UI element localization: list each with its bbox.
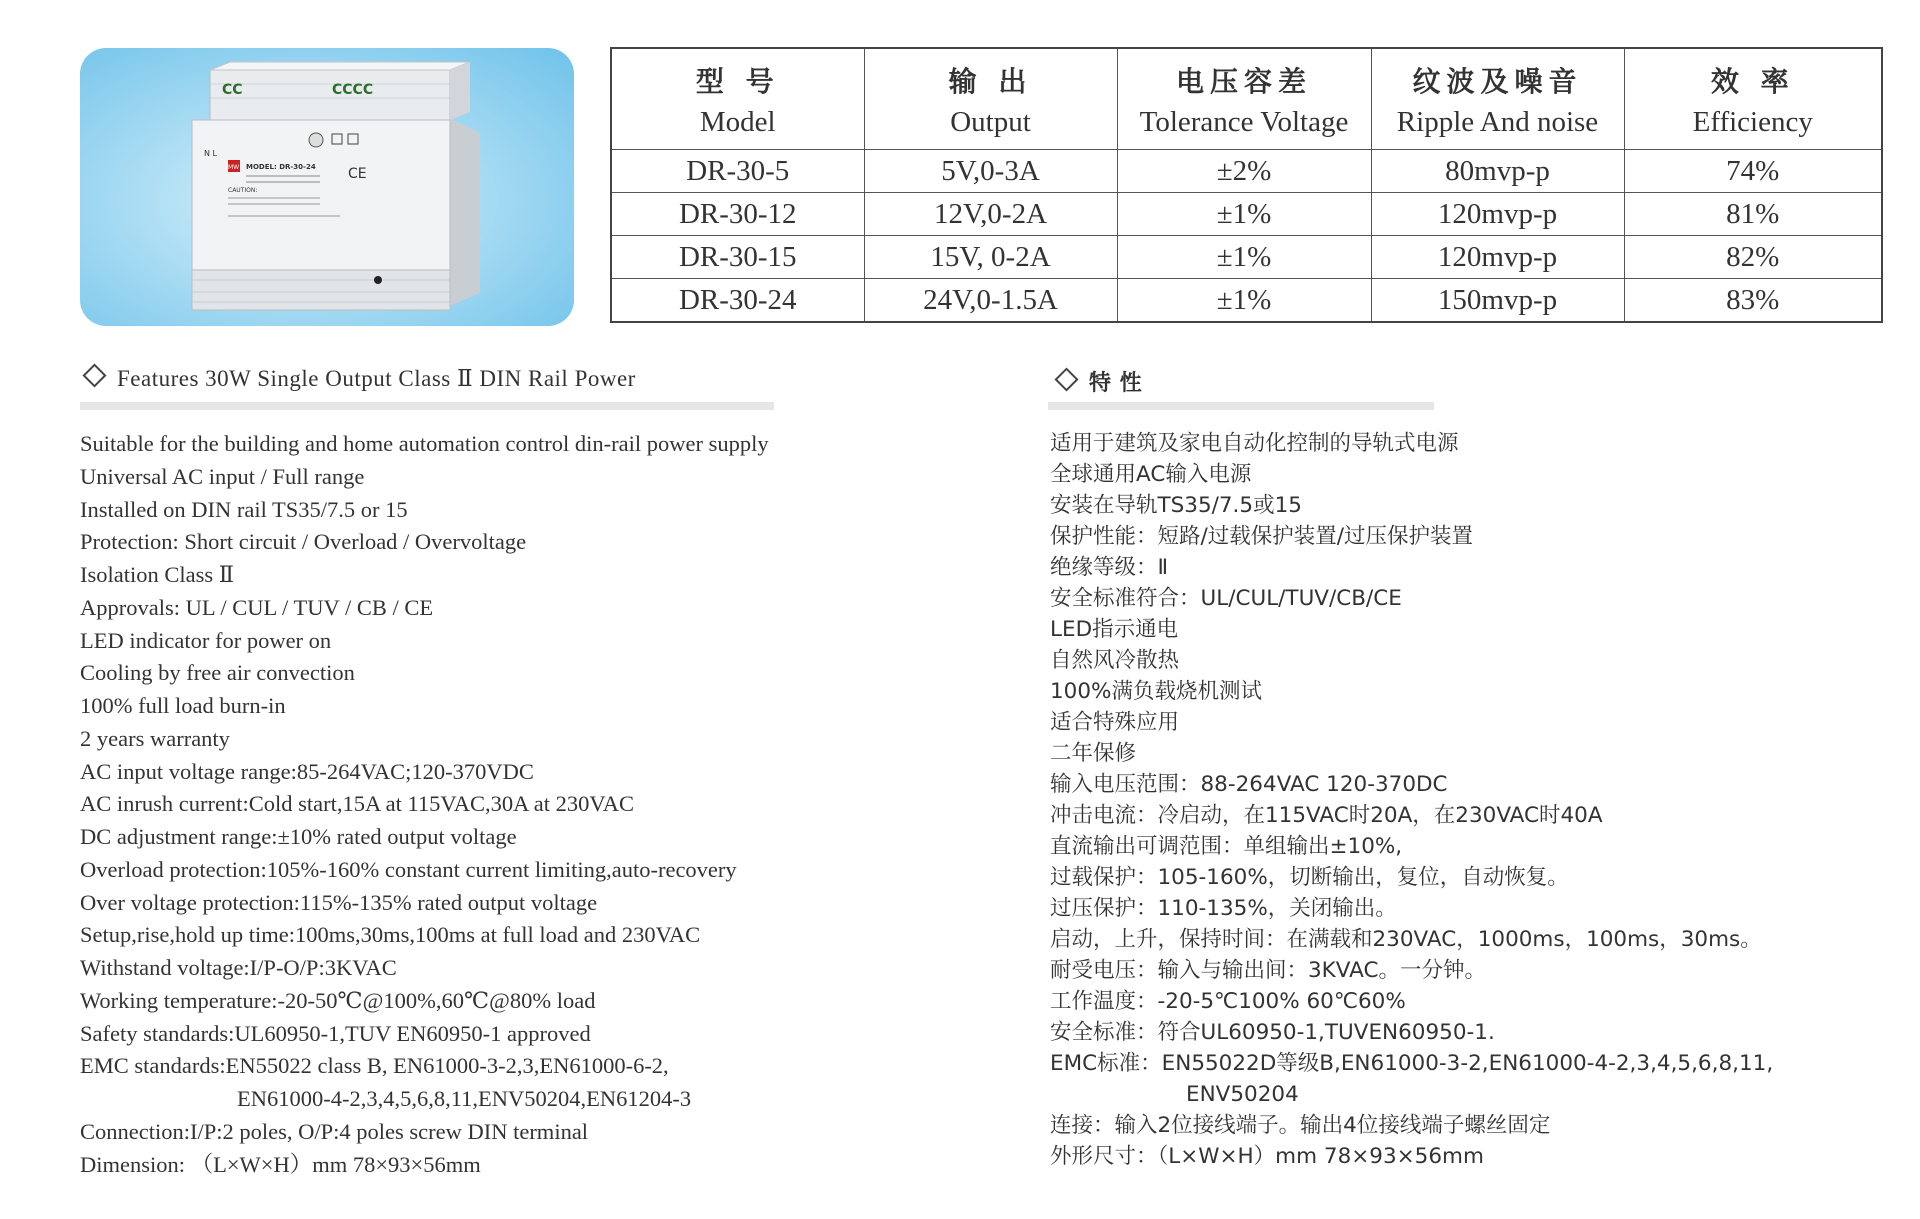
- list-item: DC adjustment range:±10% rated output voltage: [80, 824, 517, 849]
- table-row: [611, 150, 1882, 193]
- cell-output: 15V, 0-2A: [864, 236, 1117, 279]
- list-item: 工作温度：-20-5℃100% 60℃60%: [1050, 989, 1406, 1014]
- list-item: 100%满负载烧机测试: [1050, 679, 1262, 704]
- cell-ripple: 120mvp-p: [1371, 193, 1624, 236]
- list-item: Over voltage protection:115%-135% rated output voltage: [80, 889, 598, 915]
- list-item: Suitable for the building and home automation control din-rail power supply: [80, 431, 769, 456]
- list-item: Approvals: UL / CUL / TUV / CB / CE: [80, 594, 434, 620]
- divider: [1048, 402, 1434, 410]
- list-item: 适用于建筑及家电自动化控制的导轨式电源: [1050, 431, 1459, 456]
- svg-text:CE: CE: [348, 166, 367, 182]
- cell-efficiency: 83%: [1624, 279, 1882, 323]
- svg-text:CCCC: CCCC: [332, 82, 374, 98]
- svg-text:CC: CC: [222, 82, 243, 98]
- cell-tolerance: ±1%: [1117, 279, 1371, 323]
- header-output: 输 出 Output: [864, 48, 1117, 150]
- cell-model: DR-30-12: [611, 193, 864, 236]
- list-item: 耐受电压：输入与输出间：3KVAC。一分钟。: [1050, 958, 1486, 983]
- header-tolerance: 电压容差 Tolerance Voltage: [1117, 48, 1371, 150]
- cell-model: DR-30-15: [611, 236, 864, 279]
- cell-tolerance: ±1%: [1117, 193, 1371, 236]
- list-item: EMC standards:EN55022 class B, EN61000-3-2,3,EN61000-6-2,: [80, 1053, 669, 1079]
- list-item: 安装在导轨TS35/7.5或15: [1050, 493, 1302, 518]
- list-item: 冲击电流：冷启动，在115VAC时20A，在230VAC时40A: [1050, 803, 1603, 828]
- list-item: Safety standards:UL60950-1,TUV EN60950-1 approved: [80, 1020, 591, 1046]
- features-heading-cn: [1052, 366, 1142, 397]
- cell-output: 12V,0-2A: [864, 193, 1117, 236]
- table-row: [611, 193, 1882, 236]
- svg-text:N L: N L: [204, 149, 217, 158]
- list-item: LED指示通电: [1050, 617, 1179, 642]
- list-item: 直流输出可调范围：单组输出±10%,: [1050, 834, 1403, 859]
- diamond-icon: [82, 363, 106, 387]
- list-item: 保护性能：短路/过载保护装置/过压保护装置: [1050, 524, 1473, 549]
- diamond-icon: [1054, 367, 1078, 391]
- cell-output: 5V,0-3A: [864, 150, 1117, 193]
- list-item: Dimension: （L×W×H）mm 78×93×56mm: [80, 1151, 481, 1177]
- list-item: Installed on DIN rail TS35/7.5 or 15: [80, 496, 408, 522]
- features-heading-en: [80, 366, 636, 392]
- list-item: 输入电压范围：88-264VAC 120-370DC: [1050, 772, 1448, 797]
- list-item: 启动，上升，保持时间：在满载和230VAC，1000ms，100ms，30ms。: [1050, 927, 1762, 952]
- cell-ripple: 120mvp-p: [1371, 236, 1624, 279]
- svg-text:MW: MW: [228, 164, 240, 171]
- cell-tolerance: ±1%: [1117, 236, 1371, 279]
- product-image: [80, 48, 574, 326]
- cell-efficiency: 81%: [1624, 193, 1882, 236]
- list-item: Overload protection:105%-160% constant current limiting,auto-recovery: [80, 856, 737, 882]
- divider: [80, 402, 774, 410]
- list-item: AC inrush current:Cold start,15A at 115VAC,30A at 230VAC: [80, 791, 634, 817]
- table-row: [611, 236, 1882, 279]
- features-list-cn: [1050, 428, 1910, 1172]
- list-item: 全球通用AC输入电源: [1050, 462, 1252, 487]
- list-item: 过压保护：110-135%，关闭输出。: [1050, 896, 1397, 921]
- list-item: 连接：输入2位接线端子。输出4位接线端子螺丝固定: [1050, 1113, 1551, 1138]
- header-ripple: 纹波及噪音 Ripple And noise: [1371, 48, 1624, 150]
- cell-efficiency: 74%: [1624, 150, 1882, 193]
- list-item: 绝缘等级：Ⅱ: [1050, 555, 1169, 580]
- list-item: Withstand voltage:I/P-O/P:3KVAC: [80, 955, 397, 980]
- list-item: Cooling by free air convection: [80, 660, 355, 686]
- list-item: LED indicator for power on: [80, 627, 332, 653]
- features-heading-cn-text: 特 性: [1089, 371, 1143, 396]
- list-item: 自然风冷散热: [1050, 648, 1180, 673]
- spec-table: [610, 47, 1883, 323]
- cell-efficiency: 82%: [1624, 236, 1882, 279]
- features-list-en: [80, 428, 980, 1181]
- list-item: Isolation Class Ⅱ: [80, 562, 235, 587]
- header-model: 型 号 Model: [611, 48, 864, 150]
- list-item: 安全标准：符合UL60950-1,TUVEN60950-1.: [1050, 1020, 1495, 1045]
- list-item: 适合特殊应用: [1050, 710, 1180, 735]
- list-item: Connection:I/P:2 poles, O/P:4 poles screw DIN terminal: [80, 1118, 589, 1144]
- list-item: ENV50204: [1186, 1082, 1299, 1107]
- cell-model: DR-30-24: [611, 279, 864, 323]
- features-heading-en-text: Features 30W Single Output Class Ⅱ DIN Rail Power: [117, 366, 636, 391]
- table-header-row: [611, 48, 1882, 150]
- header-efficiency: 效 率 Efficiency: [1624, 48, 1882, 150]
- din-rail-power-supply-illustration: [80, 48, 574, 326]
- table-row: [611, 279, 1882, 323]
- list-item: 过载保护：105-160%，切断输出，复位，自动恢复。: [1050, 865, 1569, 890]
- cell-tolerance: ±2%: [1117, 150, 1371, 193]
- list-item: 100% full load burn-in: [80, 693, 286, 718]
- cell-model: DR-30-5: [611, 150, 864, 193]
- svg-text:CAUTION:: CAUTION:: [228, 187, 258, 194]
- list-item: 2 years warranty: [80, 725, 230, 751]
- cell-ripple: 80mvp-p: [1371, 150, 1624, 193]
- list-item: Universal AC input / Full range: [80, 463, 365, 489]
- list-item: 二年保修: [1050, 741, 1137, 766]
- list-item: 安全标准符合：UL/CUL/TUV/CB/CE: [1050, 586, 1402, 611]
- list-item: 外形尺寸：（L×W×H）mm 78×93×56mm: [1050, 1144, 1484, 1169]
- list-item: Working temperature:-20-50℃@100%,60℃@80% load: [80, 987, 596, 1013]
- list-item: EMC标准：EN55022D等级B,EN61000-3-2,EN61000-4-2,3,4,5,6,8,11,: [1050, 1051, 1774, 1076]
- cell-output: 24V,0-1.5A: [864, 279, 1117, 323]
- cell-ripple: 150mvp-p: [1371, 279, 1624, 323]
- list-item: AC input voltage range:85-264VAC;120-370VDC: [80, 758, 534, 784]
- list-item: EN61000-4-2,3,4,5,6,8,11,ENV50204,EN61204-3: [237, 1086, 692, 1111]
- svg-text:MODEL: DR-30-24: MODEL: DR-30-24: [246, 163, 316, 171]
- list-item: Protection: Short circuit / Overload / Overvoltage: [80, 529, 527, 555]
- list-item: Setup,rise,hold up time:100ms,30ms,100ms at full load and 230VAC: [80, 922, 701, 948]
